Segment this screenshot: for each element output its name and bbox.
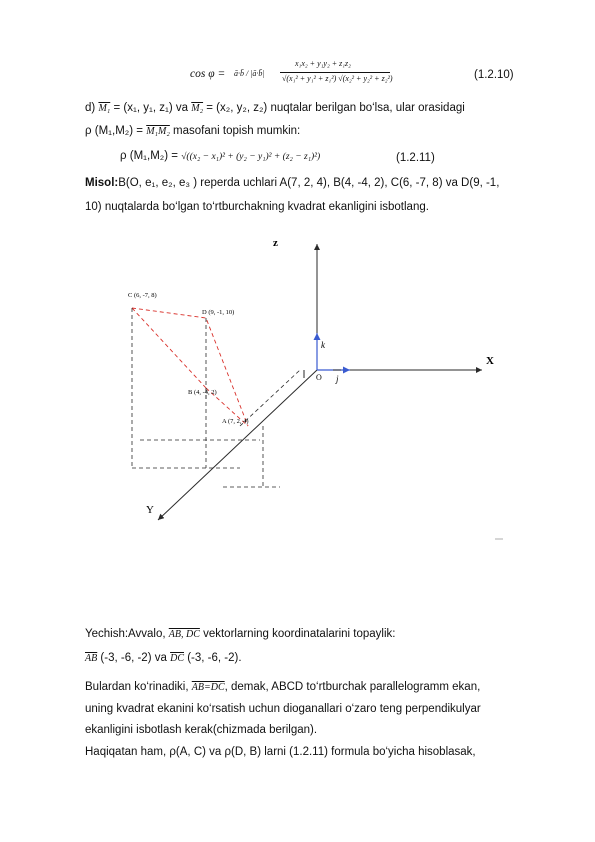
side-cd-db — [132, 308, 248, 426]
point-d-label: D (9, -1, 10) — [202, 309, 235, 316]
distance-formula — [120, 149, 320, 164]
m1-coords: = (x₁, y₁, z₁) va — [113, 102, 189, 114]
cos-middle: ā·b̄ / |ā·b̄| — [234, 69, 265, 78]
conclusion-rest: , demak, ABCD to‘rtburchak parallelogramm ekan, — [224, 681, 481, 693]
line-d — [85, 101, 465, 116]
dc-coords: (-3, -6, -2). — [187, 652, 242, 664]
example-text-1: B(O, e₁, e₂, e₃ ) reperda uchlari A(7, 2, 4), B(4, -4, 2), C(6, -7, 8) va D(9, -1, — [118, 177, 500, 189]
ab-coords: (-3, -6, -2) va — [100, 652, 167, 664]
cos-formula — [190, 60, 440, 90]
coordinate-figure — [100, 230, 520, 550]
y-axis — [158, 370, 317, 520]
ab-equals-dc: AB=DC — [191, 682, 225, 693]
point-b-label: B (4, -4, 2) — [188, 389, 217, 396]
side-ca-ab — [132, 308, 206, 388]
solution-line-3 — [85, 680, 480, 695]
z-axis-label: z — [273, 237, 278, 249]
x-axis-label: X — [486, 355, 494, 367]
j-label: j — [336, 374, 339, 384]
solution-intro-rest: vektorlarning koordinatalarini topaylik: — [203, 628, 396, 640]
k-label: k — [321, 340, 325, 350]
ground-line-4 — [240, 370, 300, 426]
cos-rhs-numerator: x₁x₂ + y₁y₂ + z₁z₂ — [295, 59, 351, 68]
cos-rhs-denominator: √(x₁² + y₁² + z₁²) √(x₂² + y₂² + z₂²) — [282, 74, 393, 83]
cos-lhs: cos φ = — [190, 68, 226, 80]
solution-line-4: uning kvadrat ekanini ko‘rsatish uchun dioganallari o‘zaro teng perpendikulyar — [85, 703, 481, 715]
example-line-2: 10) nuqtalarda bo‘lgan to‘rtburchakning kvadrat ekanligini isbotlang. — [85, 201, 429, 213]
m1-vector: M₁ — [98, 103, 111, 114]
m2-coords: = (x₂, y₂, z₂) nuqtalar berilgan bo‘lsa, ular orasidagi — [206, 102, 465, 114]
conclusion-intro: Bulardan ko‘rinadiki, — [85, 681, 189, 693]
origin-label: O — [316, 373, 322, 382]
rho-text: ρ (M₁,M₂) = — [85, 125, 144, 137]
solution-line-2 — [85, 651, 242, 666]
vector-dc: $\overline{DC}$ — [170, 653, 184, 664]
example-label: Misol: — [85, 177, 119, 189]
example-line-1 — [85, 176, 499, 190]
solution-line-6: Haqiqatan ham, ρ(A, C) va ρ(D, B) larni (1.2.11) formula bo‘yicha hisoblasak, — [85, 746, 476, 758]
fraction-bar — [280, 72, 390, 73]
m1m2-vector: M₁M₂ — [146, 126, 170, 137]
dist-expr: √((x₂ − x₁)² + (y₂ − y₁)² + (z₂ − z₁)²) — [181, 152, 321, 162]
point-a-label: A (7, 2, 4) — [222, 418, 249, 425]
rho-rest: masofani topish mumkin: — [173, 125, 301, 137]
vectors-ab-dc: AB, DC — [168, 629, 200, 640]
equation-number-1210: (1.2.10) — [474, 69, 514, 81]
item-d: d) — [85, 102, 96, 114]
solution-intro: Yechish:Avvalo, — [85, 628, 166, 640]
y-axis-label: Y — [146, 504, 154, 516]
line-rho — [85, 124, 300, 139]
dist-lhs: ρ (M₁,M₂) = — [120, 150, 179, 162]
solution-line-1 — [85, 627, 395, 642]
vector-ab: $\overline{AB}$ — [85, 653, 98, 664]
point-c-label: C (6, -7, 8) — [128, 292, 157, 299]
m2-vector: M₂ — [191, 103, 204, 114]
solution-line-5: ekanligini isbotlash kerak(chizmada berilgan). — [85, 724, 318, 736]
equation-number-1211: (1.2.11) — [396, 152, 435, 164]
